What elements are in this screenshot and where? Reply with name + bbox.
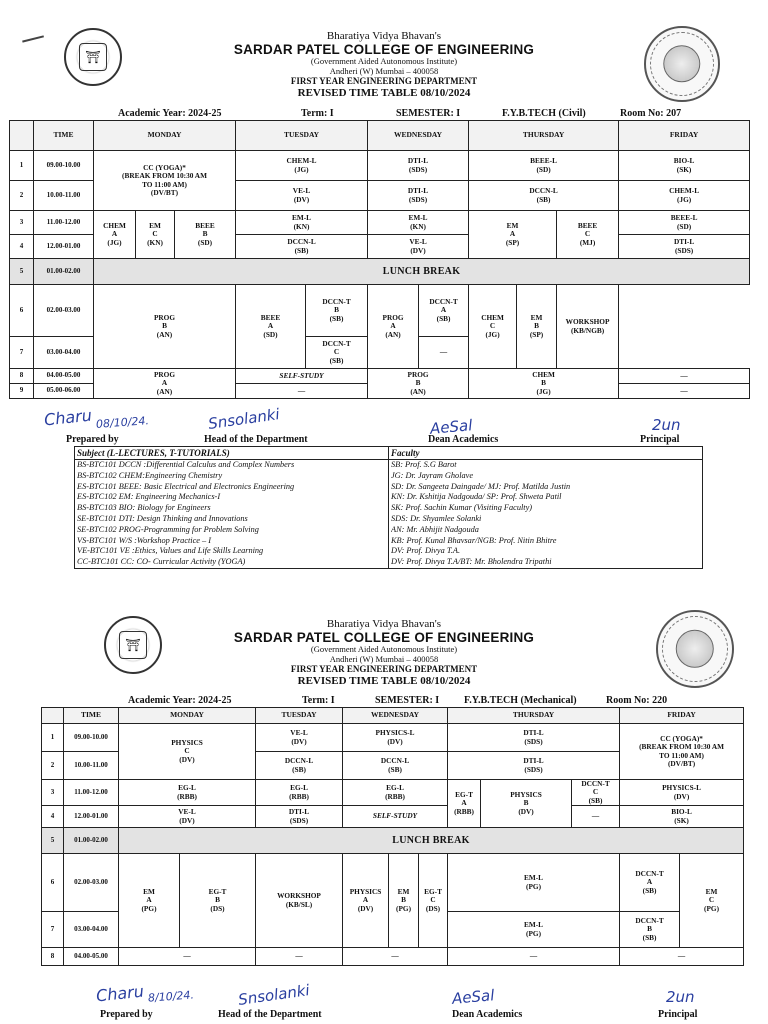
class-cell: —: [620, 948, 744, 966]
prepared-by-date: 08/10/24.: [95, 414, 150, 431]
class-cell: CHEM B (JG): [469, 369, 619, 399]
class-cell: DCCN-T B (SB): [306, 285, 368, 337]
class-cell: —: [343, 948, 448, 966]
list-item: SB: Prof. S.G Barot: [391, 460, 457, 469]
class-cell: DCCN-L (SB): [469, 181, 619, 211]
class-cell: VE-L (DV): [119, 806, 256, 828]
term: Term: I: [301, 108, 334, 119]
row-number: 9: [10, 384, 34, 399]
num-header: [42, 708, 64, 724]
dean-signature: AeSal: [451, 986, 496, 1008]
col-header-tuesday: TUESDAY: [236, 121, 368, 151]
class-cell: BEEE B (SD): [175, 211, 236, 259]
table-row: [10, 151, 750, 181]
class-cell: BEEE C (MJ): [557, 211, 619, 259]
time-slot: 03.00-04.00: [34, 337, 94, 369]
class-cell: DCCN-L (SB): [256, 752, 343, 780]
time-slot: 05.00-06.00: [34, 384, 94, 399]
class-cell: —: [119, 948, 256, 966]
class-cell: SELF-STUDY: [236, 369, 368, 384]
class-cell: EM A (SP): [469, 211, 557, 259]
class-cell: SELF-STUDY: [343, 806, 448, 828]
legend-table: [74, 446, 703, 569]
semester: SEMESTER: I: [375, 695, 440, 706]
time-slot: 12.00-01.00: [34, 235, 94, 259]
class-cell: EM-L (PG): [448, 854, 620, 912]
principal-signature: 2un: [666, 988, 695, 1006]
college-emblem-logo: ⛩: [64, 28, 122, 86]
list-item: BS-BTC102 CHEM:Engineering Chemistry: [77, 470, 223, 480]
row-number: 1: [42, 724, 64, 752]
list-item: KN: Dr. Kshitija Nadgouda/ SP: Prof. Shweta Patil: [391, 492, 562, 502]
row-number: 1: [10, 151, 34, 181]
header-block: [0, 30, 768, 99]
timetable-sheet-mechanical: [0, 586, 768, 1024]
time-slot: 09.00-10.00: [64, 724, 119, 752]
num-header: [10, 121, 34, 151]
list-item: AN: Mr. Abhijit Nadgouda: [391, 524, 479, 534]
lunch-row: [10, 259, 750, 285]
row-number: 6: [42, 854, 64, 912]
table-row: [42, 806, 744, 828]
class-cell: DTI-L (SDS): [368, 181, 469, 211]
time-slot: 04.00-05.00: [64, 948, 119, 966]
time-slot: 02.00-03.00: [34, 285, 94, 337]
principal-label: Principal: [658, 1009, 698, 1020]
time-slot: 11.00-12.00: [64, 780, 119, 806]
class-cell: EG-T A (RBB): [448, 780, 481, 828]
time-slot: 02.00-03.00: [64, 854, 119, 912]
class-cell: EM-L (KN): [236, 211, 368, 235]
college-status: (Government Aided Autonomous Institute): [310, 56, 458, 67]
time-slot: 03.00-04.00: [64, 912, 119, 948]
table-row: [42, 854, 744, 912]
col-header-wednesday: WEDNESDAY: [343, 708, 448, 724]
class-cell: EG-T C (DS): [419, 854, 448, 948]
table-row: [42, 948, 744, 966]
class-cell: BEEE-L (SD): [469, 151, 619, 181]
class-cell: DTI-L (SDS): [448, 752, 620, 780]
col-header-time: TIME: [64, 708, 119, 724]
class-cell: EM B (PG): [389, 854, 419, 948]
dean-label: Dean Academics: [452, 1009, 523, 1020]
table-row: [10, 369, 750, 384]
class-cell: PROG B (AN): [94, 285, 236, 369]
principal-label: Principal: [640, 434, 680, 445]
class-cell: WORKSHOP (KB/NGB): [557, 285, 619, 369]
class-cell: DCCN-L (SB): [343, 752, 448, 780]
lunch-row: [42, 828, 744, 854]
col-header-tuesday: TUESDAY: [256, 708, 343, 724]
hod-label: Head of the Department: [204, 434, 308, 445]
institution-name: Bharatiya Vidya Bhavan's: [326, 618, 442, 630]
branch: F.Y.B.TECH (Civil): [502, 108, 586, 119]
class-cell: DCCN-T C (SB): [572, 780, 620, 806]
class-cell: BEEE A (SD): [236, 285, 306, 369]
list-item: SDS: Dr. Shyamlee Solanki: [391, 513, 482, 523]
college-address: Andheri (W) Mumbai – 400058: [329, 653, 439, 664]
class-cell: CC (YOGA)* (BREAK FROM 10:30 AM TO 11:00 AM) (DV/BT): [94, 151, 236, 211]
class-cell: BIO-L (SK): [620, 806, 744, 828]
meta-row: [0, 108, 768, 120]
list-item: BS-BTC101 DCCN :Differential Calculus and Complex Numbers: [77, 460, 295, 469]
department-name: FIRST YEAR ENGINEERING DEPARTMENT: [290, 664, 478, 675]
subject-legend: [75, 460, 389, 569]
list-item: SD: Dr. Sangeeta Daingade/ MJ: Prof. Matilda Justin: [391, 481, 571, 491]
col-header-wednesday: WEDNESDAY: [368, 121, 469, 151]
prepared-by-label: Prepared by: [100, 1009, 153, 1020]
class-cell: WORKSHOP (KB/SL): [256, 854, 343, 948]
class-cell: VE-L (DV): [236, 181, 368, 211]
time-slot: 01.00-02.00: [34, 259, 94, 285]
list-item: ES-BTC102 EM: Engineering Mechanics-I: [77, 492, 221, 502]
academic-year: Academic Year: 2024-25: [118, 108, 222, 119]
time-slot: 12.00-01.00: [64, 806, 119, 828]
list-item: ES-BTC101 BEEE: Basic Electrical and Electronics Engineering: [77, 481, 295, 491]
class-cell: DCCN-T A (SB): [419, 285, 469, 337]
time-slot: 09.00-10.00: [34, 151, 94, 181]
semester: SEMESTER: I: [396, 108, 461, 119]
col-header-friday: FRIDAY: [619, 121, 750, 151]
class-cell: BIO-L (SK): [619, 151, 750, 181]
class-cell: PHYSICS C (DV): [119, 724, 256, 780]
college-name: SARDAR PATEL COLLEGE OF ENGINEERING: [233, 42, 535, 58]
class-cell: —: [619, 369, 750, 384]
timetable-mechanical: [41, 707, 744, 966]
class-cell: CHEM A (JG): [94, 211, 136, 259]
prepared-by-label: Prepared by: [66, 434, 119, 445]
class-cell: —: [256, 948, 343, 966]
class-cell: EG-L (RBB): [119, 780, 256, 806]
class-cell: DTI-L (SDS): [448, 724, 620, 752]
row-number: 7: [42, 912, 64, 948]
row-number: 3: [10, 211, 34, 235]
department-name: FIRST YEAR ENGINEERING DEPARTMENT: [290, 76, 478, 87]
meta-row: [0, 695, 768, 707]
class-cell: —: [448, 948, 620, 966]
class-cell: EM B (SP): [517, 285, 557, 369]
lunch-break: LUNCH BREAK: [119, 828, 744, 854]
table-row: [42, 780, 744, 806]
class-cell: DTI-L (SDS): [619, 235, 750, 259]
col-header-monday: MONDAY: [94, 121, 236, 151]
list-item: SE-BTC102 PROG-Programming for Problem Solving: [77, 524, 259, 534]
college-emblem-logo: ⛩: [104, 616, 162, 674]
class-cell: VE-L (DV): [368, 235, 469, 259]
row-number: 7: [10, 337, 34, 369]
header-row: [10, 121, 750, 151]
class-cell: PROG A (AN): [368, 285, 419, 369]
table-row: [10, 285, 750, 337]
row-number: 5: [42, 828, 64, 854]
term: Term: I: [302, 695, 335, 706]
header-block: [0, 618, 768, 687]
row-number: 8: [42, 948, 64, 966]
college-status: (Government Aided Autonomous Institute): [310, 644, 458, 655]
subject-legend-header: Subject (L-LECTURES, T-TUTORIALS): [75, 447, 389, 460]
col-header-thursday: THURSDAY: [469, 121, 619, 151]
list-item: JG: Dr. Jayram Gholave: [391, 470, 474, 480]
class-cell: PROG B (AN): [368, 369, 469, 399]
faculty-legend: [389, 460, 703, 569]
list-item: KB: Prof. Kunal Bhavsar/NGB: Prof. Nitin Bhitre: [391, 535, 557, 545]
row-number: 4: [42, 806, 64, 828]
class-cell: CHEM-L (JG): [236, 151, 368, 181]
time-slot: 10.00-11.00: [64, 752, 119, 780]
class-cell: EG-L (RBB): [343, 780, 448, 806]
col-header-thursday: THURSDAY: [448, 708, 620, 724]
list-item: VE-BTC101 VE :Ethics, Values and Life Skills Learning: [77, 546, 264, 556]
list-item: CC-BTC101 CC: CO- Curricular Activity (YOGA): [77, 557, 246, 567]
col-header-time: TIME: [34, 121, 94, 151]
class-cell: CHEM C (JG): [469, 285, 517, 369]
branch: F.Y.B.TECH (Mechanical): [464, 695, 577, 706]
timetable-title: REVISED TIME TABLE 08/10/2024: [297, 86, 471, 99]
hod-signature: Snsolanki: [207, 405, 281, 433]
row-number: 5: [10, 259, 34, 285]
prepared-by-signature: Charu: [43, 405, 93, 430]
list-item: DV: Prof. Divya T.A/BT: Mr. Bholendra Tripathi: [391, 557, 552, 567]
table-row: [10, 211, 750, 235]
class-cell: PROG A (AN): [94, 369, 236, 399]
principal-signature: 2un: [652, 416, 681, 434]
class-cell: VE-L (DV): [256, 724, 343, 752]
dean-signature: AeSal: [429, 416, 474, 438]
list-item: DV: Prof. Divya T.A.: [391, 546, 461, 556]
class-cell: EG-L (RBB): [256, 780, 343, 806]
room-number: Room No: 220: [606, 695, 668, 706]
list-item: SK: Prof. Sachin Kumar (Visiting Faculty): [391, 503, 533, 513]
time-slot: 01.00-02.00: [64, 828, 119, 854]
list-item: SE-BTC101 DTI: Design Thinking and Innovations: [77, 513, 248, 523]
class-cell: EM C (KN): [136, 211, 175, 259]
class-cell: EM C (PG): [680, 854, 744, 948]
timetable-civil: [9, 120, 750, 399]
college-address: Andheri (W) Mumbai – 400058: [329, 65, 439, 76]
header-row: [42, 708, 744, 724]
table-row: [42, 724, 744, 752]
class-cell: DTI-L (SDS): [256, 806, 343, 828]
time-slot: 04.00-05.00: [34, 369, 94, 384]
class-cell: PHYSICS-L (DV): [620, 780, 744, 806]
time-slot: 11.00-12.00: [34, 211, 94, 235]
class-cell: DCCN-T C (SB): [306, 337, 368, 369]
class-cell: PHYSICS-L (DV): [343, 724, 448, 752]
row-number: 6: [10, 285, 34, 337]
row-number: 4: [10, 235, 34, 259]
list-item: BS-BTC103 BIO: Biology for Engineers: [77, 503, 211, 513]
time-slot: 10.00-11.00: [34, 181, 94, 211]
class-cell: BEEE-L (SD): [619, 211, 750, 235]
class-cell: DCCN-T B (SB): [620, 912, 680, 948]
lunch-break: LUNCH BREAK: [94, 259, 750, 285]
class-cell: EM A (PG): [119, 854, 180, 948]
timetable-title: REVISED TIME TABLE 08/10/2024: [297, 674, 471, 687]
class-cell: —: [572, 806, 620, 828]
class-cell: PHYSICS A (DV): [343, 854, 389, 948]
faculty-legend-header: Faculty: [389, 447, 703, 460]
class-cell: DCCN-L (SB): [236, 235, 368, 259]
class-cell: —: [419, 337, 469, 369]
col-header-monday: MONDAY: [119, 708, 256, 724]
class-cell: CHEM-L (JG): [619, 181, 750, 211]
class-cell: DTI-L (SDS): [368, 151, 469, 181]
class-cell: EM-L (KN): [368, 211, 469, 235]
class-cell: CC (YOGA)* (BREAK FROM 10:30 AM TO 11:00 AM) (DV/BT): [620, 724, 744, 780]
class-cell: PHYSICS B (DV): [481, 780, 572, 828]
hod-signature: Snsolanki: [237, 981, 311, 1009]
list-item: VS-BTC101 W/S :Workshop Practice – I: [77, 535, 212, 545]
class-cell: EG-T B (DS): [180, 854, 256, 948]
row-number: 2: [10, 181, 34, 211]
row-number: 8: [10, 369, 34, 384]
institution-name: Bharatiya Vidya Bhavan's: [326, 30, 442, 42]
room-number: Room No: 207: [620, 108, 682, 119]
prepared-by-date: 8/10/24.: [147, 988, 195, 1005]
row-number: 3: [42, 780, 64, 806]
hod-label: Head of the Department: [218, 1009, 322, 1020]
academic-year: Academic Year: 2024-25: [128, 695, 232, 706]
dean-label: Dean Academics: [428, 434, 499, 445]
col-header-friday: FRIDAY: [620, 708, 744, 724]
class-cell: —: [619, 384, 750, 399]
class-cell: —: [236, 384, 368, 399]
class-cell: DCCN-T A (SB): [620, 854, 680, 912]
college-name: SARDAR PATEL COLLEGE OF ENGINEERING: [233, 630, 535, 646]
class-cell: EM-L (PG): [448, 912, 620, 948]
row-number: 2: [42, 752, 64, 780]
prepared-by-signature: Charu: [95, 981, 145, 1006]
